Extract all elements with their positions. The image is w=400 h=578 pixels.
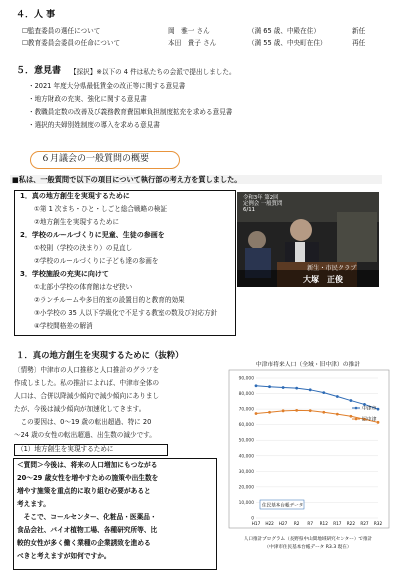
june-heading-pill: [30, 151, 180, 169]
detail-para-line: 作成しました。私の推計によれば、中津市全体の: [14, 379, 160, 387]
legend-label: 中津市: [362, 406, 377, 412]
section5-title: ５．意見書: [16, 66, 62, 76]
question-line: べきと考えますが如何ですか。: [17, 552, 111, 560]
question-line: 食品会社、バイオ植物工場、各種研究所等、比: [17, 526, 158, 534]
chart-ytick-label: 70,000: [238, 407, 254, 413]
question-line: 考えます。: [17, 500, 50, 508]
chart-data-point: [363, 403, 366, 406]
chart-footnote2: （中津市住民基本台帳データ R3.3 現在）: [264, 545, 352, 550]
chart-data-point: [309, 388, 312, 391]
outline-item: ④学校間格差の解消: [34, 322, 93, 330]
section5-intro: 【採択】※以下の 4 件は私たちの会派で提出しました。: [70, 68, 236, 76]
section5-item: ・教職員定数の改善及び義務教育費国庫負担制度拡充を求める意見書: [28, 108, 233, 116]
question-line: 較的女性が多く働く業種の企業誘致を進める: [17, 539, 151, 547]
detail-para-line: 〔情勢〕中津市の人口推移と人口推計のグラフを: [14, 366, 160, 374]
outline-section3: 3．学校施設の充実に向けて: [20, 270, 109, 278]
chart-xtick-label: H17: [251, 521, 261, 526]
outline-section1: 1．真の地方創生を実現するために: [20, 192, 130, 200]
chart-data-point: [255, 412, 258, 415]
detail-para-line: 人口は、合併以降減少傾向で減少傾向にありまし: [14, 392, 160, 400]
chart-data-point: [349, 415, 352, 418]
question-line: ＜質問＞今後は、将来の人口増加にもつながる: [17, 461, 158, 469]
population-chart: [226, 358, 391, 553]
detail-para-line: この要因は、0～19 歳の転出超過、特に 20: [14, 418, 152, 426]
chart-ytick-label: 30,000: [238, 469, 254, 475]
section4-title: ４．人 事: [16, 10, 56, 20]
chart-data-point: [268, 411, 271, 414]
legend-marker: [355, 407, 358, 410]
outline-item: ①校則（学校の決まり）の見直し: [34, 244, 133, 252]
chart-title: 中津市将来人口（全域・旧中津）の推計: [255, 362, 361, 368]
section4-row2-label: ☐教育委員会委員の任命について: [22, 39, 121, 47]
chart-data-point: [282, 409, 285, 412]
chart-series-line: [256, 386, 378, 409]
june-heading: ６月議会の一般質問の概要: [41, 154, 150, 164]
chart-ytick-label: 90,000: [238, 376, 254, 382]
outline-section2: 2．学校のルールづくりに児童、生徒の参画を: [20, 231, 165, 239]
chart-data-point: [336, 395, 339, 398]
chart-footnote1: 人口推計プログラム（長野県中山間地域研究センター）で推計: [243, 537, 373, 542]
section5-item: ・2021 年度大分県最低賃金の改正等に関する意見書: [28, 82, 186, 90]
section4-row1-label: ☐監査委員の選任について: [22, 27, 101, 35]
section4-row2-status: 再任: [352, 39, 366, 47]
chart-data-point: [377, 421, 380, 424]
question-line: 20～29 歳女性を増やすための施策や出生数を: [17, 474, 159, 482]
chart-data-point: [309, 409, 312, 412]
question-line: 増やす施策を重点的に取り組む必要があると: [17, 487, 151, 495]
detail-title: １．真の地方創生を実現するために（抜粋）: [16, 350, 184, 360]
question-line: そこで、コールセンター、化粧品・医薬品・: [17, 513, 157, 521]
detail-para-line: ～24 歳の女性の転出超過、出生数の減少です。: [14, 431, 156, 439]
chart-xtick-label: R27: [360, 521, 369, 526]
chart-xtick-label: R22: [346, 521, 356, 526]
section5-item: ・地方財政の充実、強化に関する意見書: [28, 95, 147, 103]
chart-data-point: [255, 384, 258, 387]
outline-item: ②学校のルールづくりに子ども達の参画を: [34, 257, 159, 265]
chart-data-point: [336, 413, 339, 416]
chart-ytick-label: 0: [251, 516, 254, 522]
legend-label: 旧中津: [362, 417, 377, 423]
chart-ytick-label: 20,000: [238, 485, 254, 491]
outline-item: ①北部小学校の体育館はなぜ狭い: [34, 283, 133, 291]
section4-row1-detail: （満 65 歳、中殿在住）: [248, 27, 320, 35]
chart-data-point: [349, 399, 352, 402]
chart-xtick-label: R7: [307, 521, 314, 526]
chart-ytick-label: 10,000: [238, 500, 254, 506]
photo-tag: 令和3年 第2回定例会 一般質問 6/11: [243, 195, 283, 214]
outline-item: ①第 1 次まち・ひと・しごと総合戦略の検証: [34, 205, 167, 213]
population-chart-svg: [226, 358, 391, 553]
chart-ytick-label: 60,000: [238, 423, 254, 429]
chart-data-point: [282, 386, 285, 389]
outline-item: ②ランチルームや多目的室の設置目的と教育的効果: [34, 296, 185, 304]
chart-xtick-label: R32: [373, 521, 383, 526]
assembly-photo: [237, 192, 379, 287]
chart-data-point: [322, 411, 325, 414]
section5-item: ・選択的夫婦別姓制度の導入を求める意見書: [28, 121, 160, 129]
chart-data-point: [295, 409, 298, 412]
detail-sub: （1）地方創生を実現するために: [17, 445, 114, 453]
chart-xtick-label: H22: [265, 521, 274, 526]
outline-item: ③小学校の 35 人以下学級化で不足する教室の数及び対応方針: [34, 309, 218, 317]
section4-row1-status: 新任: [352, 27, 366, 35]
chart-ytick-label: 80,000: [238, 392, 254, 398]
chart-series-line: [256, 410, 378, 422]
chart-data-point: [268, 385, 271, 388]
section4-row1-name: 岡 雅一 さん: [168, 27, 210, 35]
chart-data-point: [322, 391, 325, 394]
chart-annotation: 住民基本台帳データ: [262, 503, 304, 509]
chart-xtick-label: R2: [293, 521, 300, 526]
june-intro: ■私は、一般質問で以下の項目について執行部の考え方を質しました。: [12, 175, 242, 184]
section4-row2-name: 本田 貴子 さん: [168, 39, 217, 47]
chart-data-point: [377, 408, 380, 411]
chart-data-point: [295, 387, 298, 390]
chart-xtick-label: H27: [278, 521, 288, 526]
section4-row2-detail: （満 55 歳、中央町在住）: [248, 39, 327, 47]
detail-para-line: たが、今後は減少傾向が加速化してきます。: [14, 405, 146, 413]
chart-xtick-label: R12: [319, 521, 328, 526]
outline-item: ②地方創生を実現するために: [34, 218, 120, 226]
photo-caption-name: 大塚 正俊: [303, 275, 343, 284]
chart-ytick-label: 40,000: [238, 454, 254, 460]
legend-marker: [355, 418, 358, 421]
photo-caption-party: 新生・市民クラブ: [307, 265, 357, 272]
chart-xtick-label: R17: [333, 521, 342, 526]
chart-ytick-label: 50,000: [238, 438, 254, 444]
